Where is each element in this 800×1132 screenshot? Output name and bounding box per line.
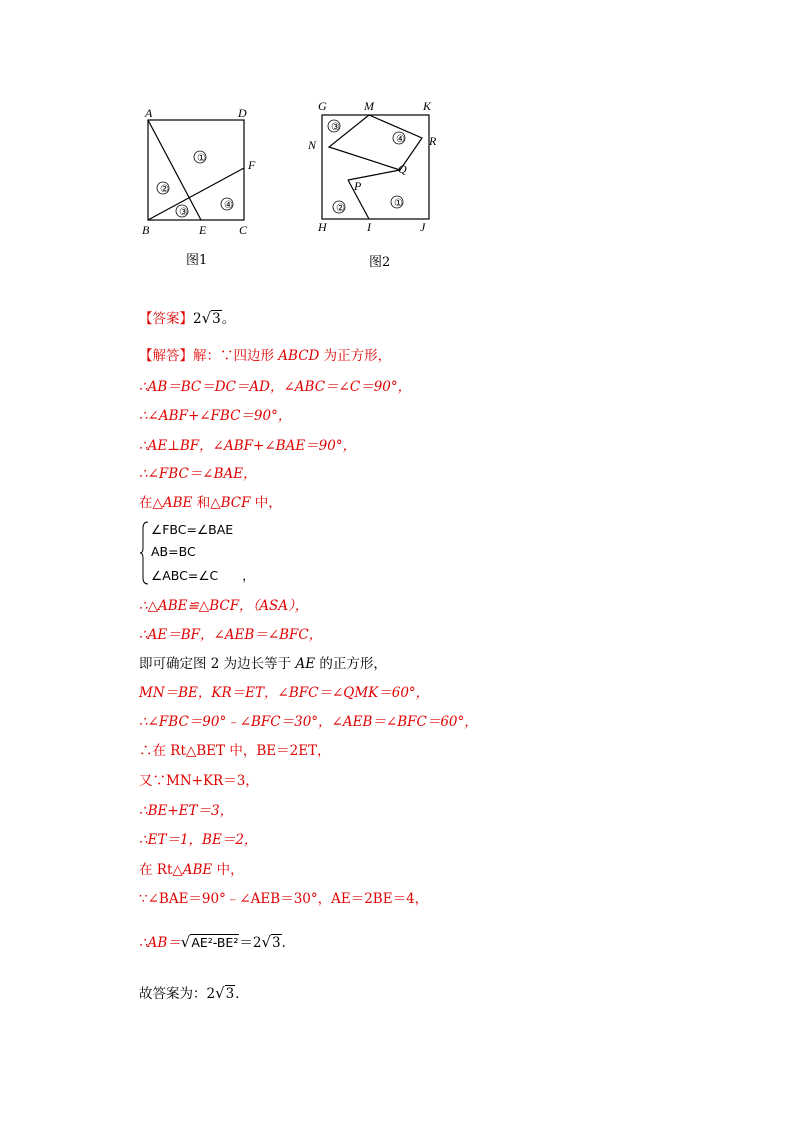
answer-tag: 【答案】	[139, 311, 193, 327]
solution-line-9: ∴AE＝BF，∠AEB＝∠BFC，	[139, 627, 323, 643]
system-eq-2: AB=BC	[151, 544, 196, 559]
solution-line-18: ∵∠BAE＝90°﹣∠AEB＝30°，AE＝2BE＝4，	[139, 891, 429, 907]
region-2: ②	[336, 203, 345, 214]
solution-line-1: 【解答】解：∵四边形 ABCD 为正方形，	[139, 348, 392, 364]
label-Q: Q	[398, 162, 407, 176]
answer-line	[139, 309, 235, 328]
label-F: F	[248, 158, 256, 172]
solution-line-4: ∴AE⊥BF，∠ABF+∠BAE＝90°，	[139, 438, 357, 454]
solution-line-8: ∴△ABE≌△BCF，（ASA），	[139, 598, 309, 614]
figure-2-caption: 图2	[369, 255, 391, 270]
answer-end: 。	[221, 311, 236, 327]
region-1: ①	[394, 198, 403, 209]
label-N: N	[308, 138, 317, 152]
final-answer-line: 故答案为：2√3．	[139, 984, 249, 1002]
system-eq-3: ∠ABC=∠C ，	[151, 568, 255, 583]
solution-line-6: 在△ABE 和△BCF 中，	[139, 495, 282, 511]
label-I: I	[367, 220, 371, 234]
solution-line-17: 在 Rt△ABE 中，	[139, 862, 244, 878]
system-eq-1: ∠FBC=∠BAE	[151, 522, 234, 537]
label-C: C	[239, 223, 248, 237]
equation-system	[139, 520, 279, 586]
label-D: D	[238, 106, 247, 120]
label-E: E	[199, 223, 207, 237]
solution-line-19: ∴AB＝√AE²-BE²＝2√3．	[139, 933, 296, 951]
label-B: B	[142, 223, 150, 237]
region-1: ①	[197, 153, 206, 164]
label-A: A	[145, 106, 153, 120]
solution-line-10: 即可确定图 2 为边长等于 AE 的正方形，	[139, 656, 387, 672]
solution-line-3: ∴∠ABF+∠FBC＝90°，	[139, 408, 292, 424]
region-2: ②	[160, 184, 169, 195]
solution-line-11: MN＝BE，KR＝ET，∠BFC＝∠QMK＝60°，	[139, 685, 430, 701]
answer-coef: 2	[193, 311, 202, 327]
solution-line-12: ∴∠FBC＝90°﹣∠BFC＝30°，∠AEB＝∠BFC＝60°，	[139, 714, 478, 730]
figure-1-caption: 图1	[186, 253, 208, 268]
region-3: ③	[331, 122, 340, 133]
label-G: G	[318, 99, 327, 113]
label-J: J	[420, 220, 426, 234]
answer-sqrt: √3	[201, 309, 221, 327]
solution-tag: 【解答】	[139, 348, 193, 364]
label-M: M	[364, 99, 374, 113]
solution-line-16: ∴ET＝1，BE＝2，	[139, 832, 258, 848]
solution-line-5: ∴∠FBC＝∠BAE，	[139, 466, 257, 482]
figure-1-diagram	[135, 105, 275, 240]
figure-2-diagram	[305, 97, 455, 237]
label-R: R	[429, 134, 437, 148]
label-K: K	[423, 99, 432, 113]
sqrt-expression: √AE²-BE²	[180, 933, 239, 951]
region-4: ④	[396, 134, 405, 145]
solution-line-15: ∴BE+ET＝3，	[139, 803, 234, 819]
brace-icon	[139, 520, 149, 586]
region-4: ④	[224, 200, 233, 211]
solution-line-13: ∴在 Rt△BET 中，BE＝2ET，	[139, 743, 331, 759]
solution-line-2: ∴AB＝BC＝DC＝AD，∠ABC＝∠C＝90°，	[139, 379, 412, 395]
label-P: P	[354, 179, 362, 193]
label-H: H	[318, 220, 327, 234]
solution-line-14: 又∵MN+KR＝3，	[139, 773, 259, 789]
region-3: ③	[179, 207, 188, 218]
